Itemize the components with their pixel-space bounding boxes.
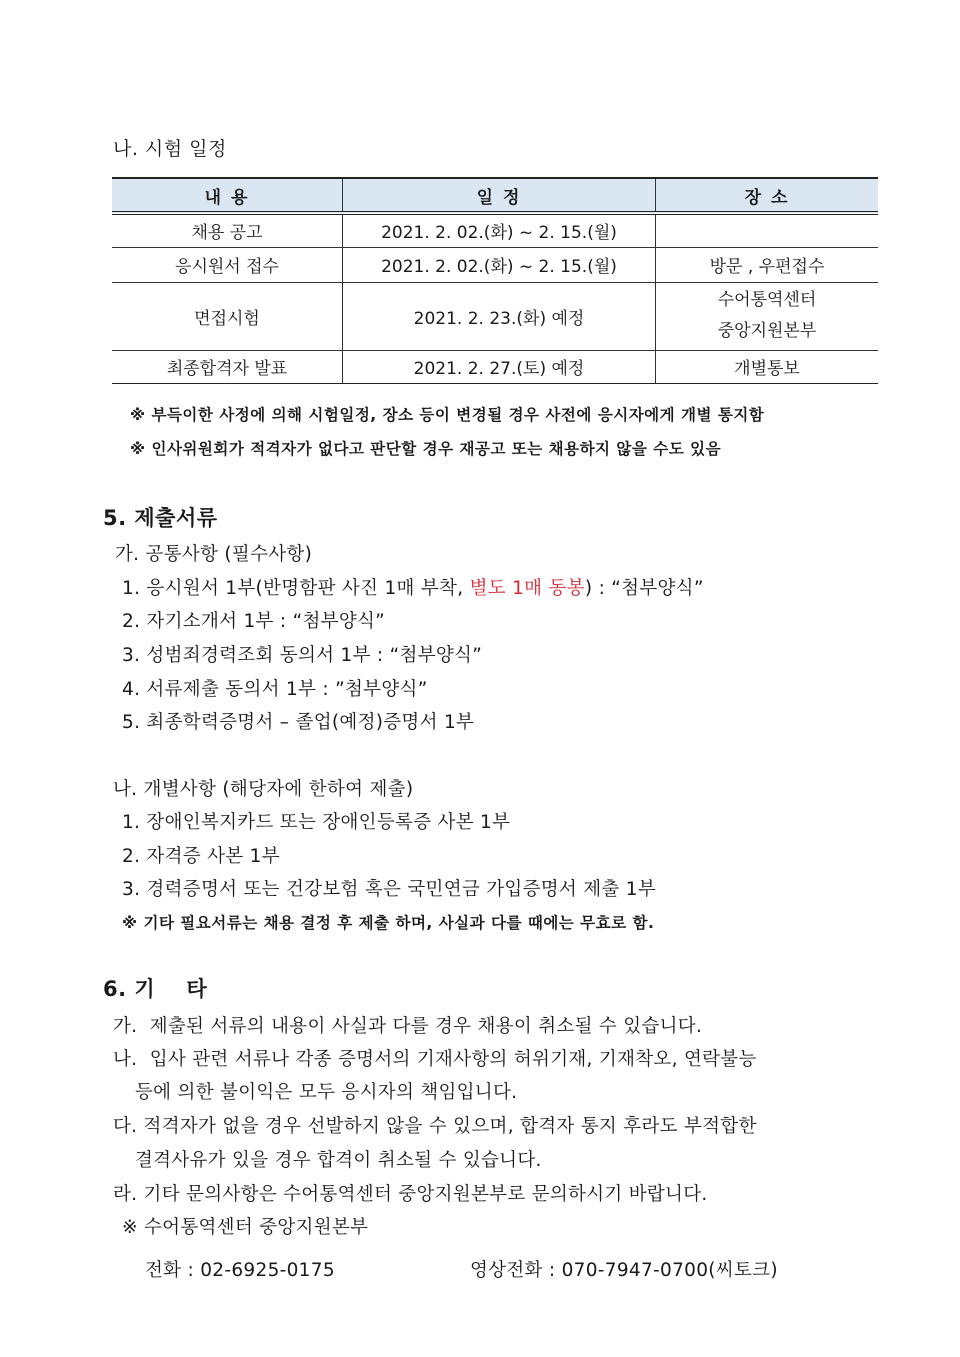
- documents-note: ※ 기타 필요서류는 채용 결정 후 제출 하며, 사실과 다를 때에는 무효로 함.: [122, 914, 655, 932]
- row-date: 2021. 2. 02.(화) ~ 2. 15.(월): [343, 213, 656, 247]
- individual-requirements-heading: 나. 개별사항 (해당자에 한하여 제출): [113, 779, 414, 800]
- contact-org: ※ 수어통역센터 중앙지원본부: [122, 1217, 369, 1238]
- other-item: 라. 기타 문의사항은 수어통역센터 중앙지원본부로 문의하시기 바랍니다.: [113, 1184, 708, 1205]
- row-item: 면접시험: [112, 282, 343, 350]
- row-item: 채용 공고: [112, 213, 343, 247]
- row-place: 방문 , 우편접수: [656, 247, 879, 282]
- common-requirements-heading: 가. 공통사항 (필수사항): [115, 544, 313, 565]
- document-item: 4. 서류제출 동의서 1부 : ”첨부양식”: [122, 679, 428, 700]
- document-item: 3. 경력증명서 또는 건강보험 혹은 국민연금 가입증명서 제출 1부: [122, 879, 657, 900]
- other-item: 가. 제출된 서류의 내용이 사실과 다를 경우 채용이 취소될 수 있습니다.: [113, 1016, 703, 1037]
- row-item: 응시원서 접수: [112, 247, 343, 282]
- row-place: [656, 282, 879, 350]
- row-place: [656, 213, 879, 247]
- other-item-continued: 등에 의한 불이익은 모두 응시자의 책임입니다.: [135, 1082, 518, 1103]
- table-row: [112, 282, 878, 350]
- document-item: 2. 자기소개서 1부 : “첨부양식”: [122, 611, 386, 632]
- other-item: 나. 입사 관련 서류나 각종 증명서의 기재사항의 허위기재, 기재착오, 연락불능: [113, 1049, 757, 1070]
- table-row: [112, 247, 878, 282]
- document-item: 1. 응시원서 1부(반명함판 사진 1매 부착, 별도 1매 동봉) : “첨부양식”: [122, 578, 704, 599]
- document-item: 2. 자격증 사본 1부: [122, 846, 280, 867]
- column-header-date: 일 정: [343, 178, 656, 213]
- section-title-documents: 5. 제출서류: [103, 506, 218, 530]
- column-header-content: 내 용: [112, 178, 343, 213]
- contact-phone: 전화 : 02-6925-0175: [145, 1260, 335, 1281]
- document-item: 3. 성범죄경력조회 동의서 1부 : “첨부양식”: [122, 645, 483, 666]
- row-date: 2021. 2. 23.(화) 예정: [343, 282, 656, 350]
- row-item: 최종합격자 발표: [112, 350, 343, 383]
- highlight-text: 별도 1매 동봉: [469, 578, 585, 599]
- contact-video-phone: 영상전화 : 070-7947-0700(씨토크): [470, 1260, 778, 1281]
- row-date: 2021. 2. 27.(토) 예정: [343, 350, 656, 383]
- document-item: 5. 최종학력증명서 – 졸업(예정)증명서 1부: [122, 712, 475, 733]
- table-row: [112, 350, 878, 383]
- schedule-note: ※ 부득이한 사정에 의해 시험일정, 장소 등이 변경될 경우 사전에 응시자에게 개별 통지함: [130, 406, 765, 424]
- table-header-row: [112, 178, 878, 213]
- row-date: 2021. 2. 02.(화) ~ 2. 15.(월): [343, 247, 656, 282]
- row-place: 개별통보: [656, 350, 879, 383]
- row-place-line2: 중앙지원본부: [717, 321, 817, 341]
- row-place-line1: 수어통역센터: [717, 290, 817, 310]
- section-title-other: 6. 기 타: [103, 977, 208, 1001]
- document-item: 1. 장애인복지카드 또는 장애인등록증 사본 1부: [122, 812, 511, 833]
- other-item-continued: 결격사유가 있을 경우 합격이 취소될 수 있습니다.: [135, 1150, 542, 1171]
- exam-schedule-table: [112, 177, 878, 384]
- exam-schedule-heading: 나. 시험 일정: [113, 138, 227, 160]
- column-header-place: 장 소: [656, 178, 879, 213]
- other-item: 다. 적격자가 없을 경우 선발하지 않을 수 있으며, 합격자 통지 후라도 부적합한: [113, 1116, 757, 1137]
- table-row: [112, 213, 878, 247]
- schedule-note: ※ 인사위원회가 적격자가 없다고 판단할 경우 재공고 또는 채용하지 않을 수도 있음: [130, 440, 722, 458]
